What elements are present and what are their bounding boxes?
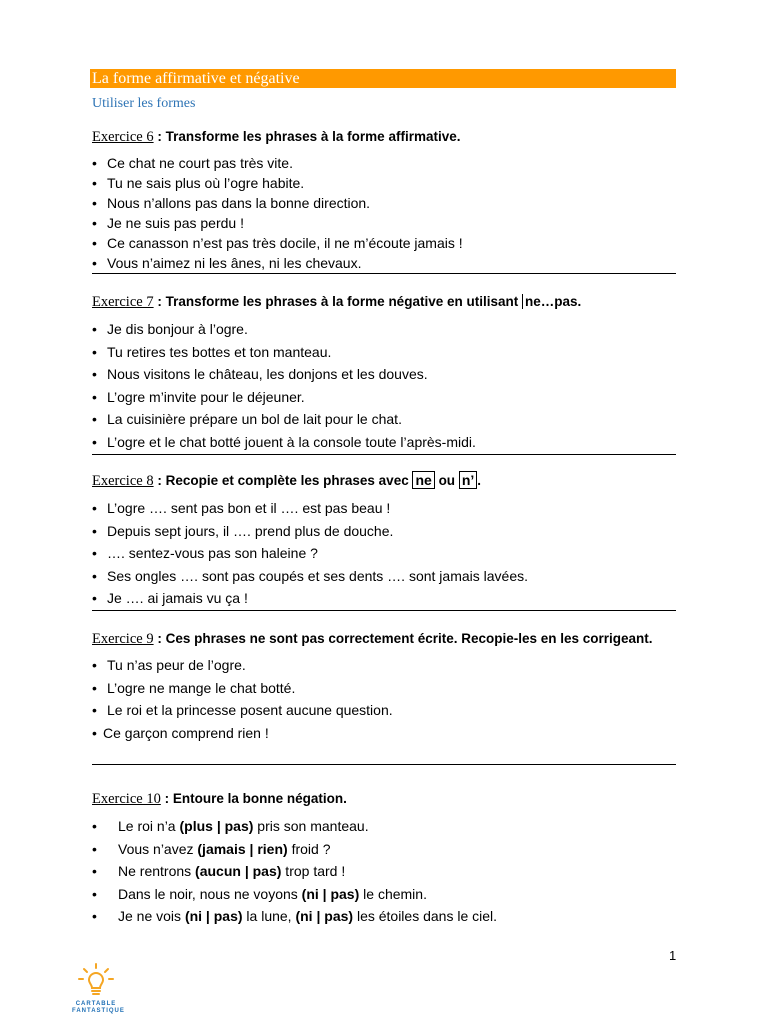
logo-text-line2: FANTASTIQUE — [72, 1008, 125, 1014]
negation-choice[interactable]: (ni | pas) — [295, 908, 354, 925]
logo-text-line1: CARTABLE — [75, 1001, 117, 1007]
exercise-6 — [92, 126, 676, 273]
exercise-9-heading — [92, 627, 676, 650]
list-item: • L’ogre …. sent pas bon et il …. est pas beau ! — [92, 497, 676, 520]
list-item — [92, 815, 676, 838]
sentence-text: Vous n’avez — [118, 840, 198, 857]
exercise-7-instruction: : Transforme les phrases à la forme négative en utilisant — [153, 294, 522, 309]
word-box-n-apostrophe: n’ — [459, 471, 477, 489]
list-item: • Le roi et la princesse posent aucune question. — [92, 699, 676, 722]
exercise-6-number: Exercice 6 — [92, 129, 154, 145]
list-item: • Depuis sept jours, il …. prend plus de douche. — [92, 520, 676, 543]
exercise-6-list — [92, 153, 676, 273]
negation-choice[interactable]: (jamais | rien) — [197, 840, 288, 857]
exercise-8-instruction: : Recopie et complète les phrases avec — [153, 473, 413, 488]
exercise-7-heading — [92, 291, 676, 312]
exercise-7-keyword: ne…pas. — [522, 294, 581, 309]
list-item: • Tu retires tes bottes et ton manteau. — [92, 341, 676, 364]
exercise-10-heading — [92, 788, 676, 809]
sentence-text: le chemin. — [359, 885, 427, 902]
exercise-10 — [92, 788, 676, 928]
list-item: • L’ogre m’invite pour le déjeuner. — [92, 386, 676, 409]
page-subtitle: Utiliser les formes — [92, 96, 196, 111]
page-title: La forme affirmative et négative — [90, 69, 676, 88]
exercise-9-list — [92, 654, 676, 744]
list-item: • Tu ne sais plus où l’ogre habite. — [92, 173, 676, 193]
negation-choice[interactable]: (aucun | pas) — [195, 863, 282, 880]
sentence-text: Le roi n’a — [118, 818, 180, 834]
section-divider — [92, 454, 676, 455]
exercise-7-list — [92, 318, 676, 454]
list-item: • Ce garçon comprend rien ! — [92, 722, 676, 745]
list-item — [92, 883, 676, 906]
exercise-6-heading — [92, 126, 676, 147]
exercise-9 — [92, 627, 676, 744]
list-item: • La cuisinière prépare un bol de lait pour le chat. — [92, 408, 676, 431]
list-item: • Ce canasson n’est pas très docile, il ne m’écoute jamais ! — [92, 233, 676, 253]
sentence-text: trop tard ! — [281, 863, 346, 880]
sentence-text: la lune, — [242, 908, 296, 925]
list-item: • Vous n’aimez ni les ânes, ni les chevaux. — [92, 253, 676, 273]
exercise-7-number: Exercice 7 — [92, 294, 154, 310]
exercise-8-connector: ou — [434, 473, 459, 488]
list-item: • Je …. ai jamais vu ça ! — [92, 587, 676, 610]
negation-choice[interactable]: (ni | pas) — [301, 885, 360, 902]
exercise-10-list — [92, 815, 676, 928]
exercise-10-instruction: : Entoure la bonne négation. — [160, 791, 347, 806]
list-item: • Ses ongles …. sont pas coupés et ses dents …. sont jamais lavées. — [92, 565, 676, 588]
section-divider — [92, 273, 676, 274]
list-item: • L’ogre et le chat botté jouent à la console toute l’après-midi. — [92, 431, 676, 454]
negation-choice[interactable]: (plus | pas) — [179, 818, 254, 834]
sentence-text: Dans le noir, nous ne voyons — [118, 885, 302, 902]
sentence-text: froid ? — [287, 840, 331, 857]
list-item: • Je ne suis pas perdu ! — [92, 213, 676, 233]
list-item: • …. sentez-vous pas son haleine ? — [92, 542, 676, 565]
list-item: • Nous visitons le château, les donjons et les douves. — [92, 363, 676, 386]
list-item: • Je dis bonjour à l’ogre. — [92, 318, 676, 341]
list-item — [92, 905, 676, 928]
exercise-8-list — [92, 497, 676, 610]
exercise-9-number: Exercice 9 — [92, 631, 154, 647]
lightbulb-icon — [76, 962, 116, 996]
exercise-8-heading — [92, 470, 676, 491]
exercise-6-instruction: : Transforme les phrases à la forme affirmative. — [153, 129, 461, 144]
exercise-7 — [92, 291, 676, 454]
word-box-ne: ne — [412, 471, 434, 489]
sentence-text: Ne rentrons — [118, 863, 196, 880]
section-divider — [92, 610, 676, 611]
list-item: • Nous n’allons pas dans la bonne direction. — [92, 193, 676, 213]
sentence-text: les étoiles dans le ciel. — [353, 908, 498, 925]
cartable-fantastique-logo — [72, 962, 125, 1022]
exercise-10-number: Exercice 10 — [92, 791, 161, 807]
sentence-text: pris son manteau. — [253, 818, 369, 834]
exercise-8-end: . — [477, 473, 482, 488]
page-number: 1 — [669, 948, 677, 963]
list-item: • L’ogre ne mange le chat botté. — [92, 677, 676, 700]
negation-choice[interactable]: (ni | pas) — [184, 908, 243, 925]
exercise-8-number: Exercice 8 — [92, 473, 154, 489]
section-divider — [92, 764, 676, 765]
list-item — [92, 838, 676, 861]
sentence-text: Je ne vois — [118, 908, 185, 925]
list-item: • Tu n’as peur de l’ogre. — [92, 654, 676, 677]
list-item: • Ce chat ne court pas très vite. — [92, 153, 676, 173]
exercise-9-instruction: : Ces phrases ne sont pas correctement écrite. Recopie-les en les corrigeant. — [153, 631, 653, 646]
exercise-8 — [92, 470, 676, 610]
list-item — [92, 860, 676, 883]
